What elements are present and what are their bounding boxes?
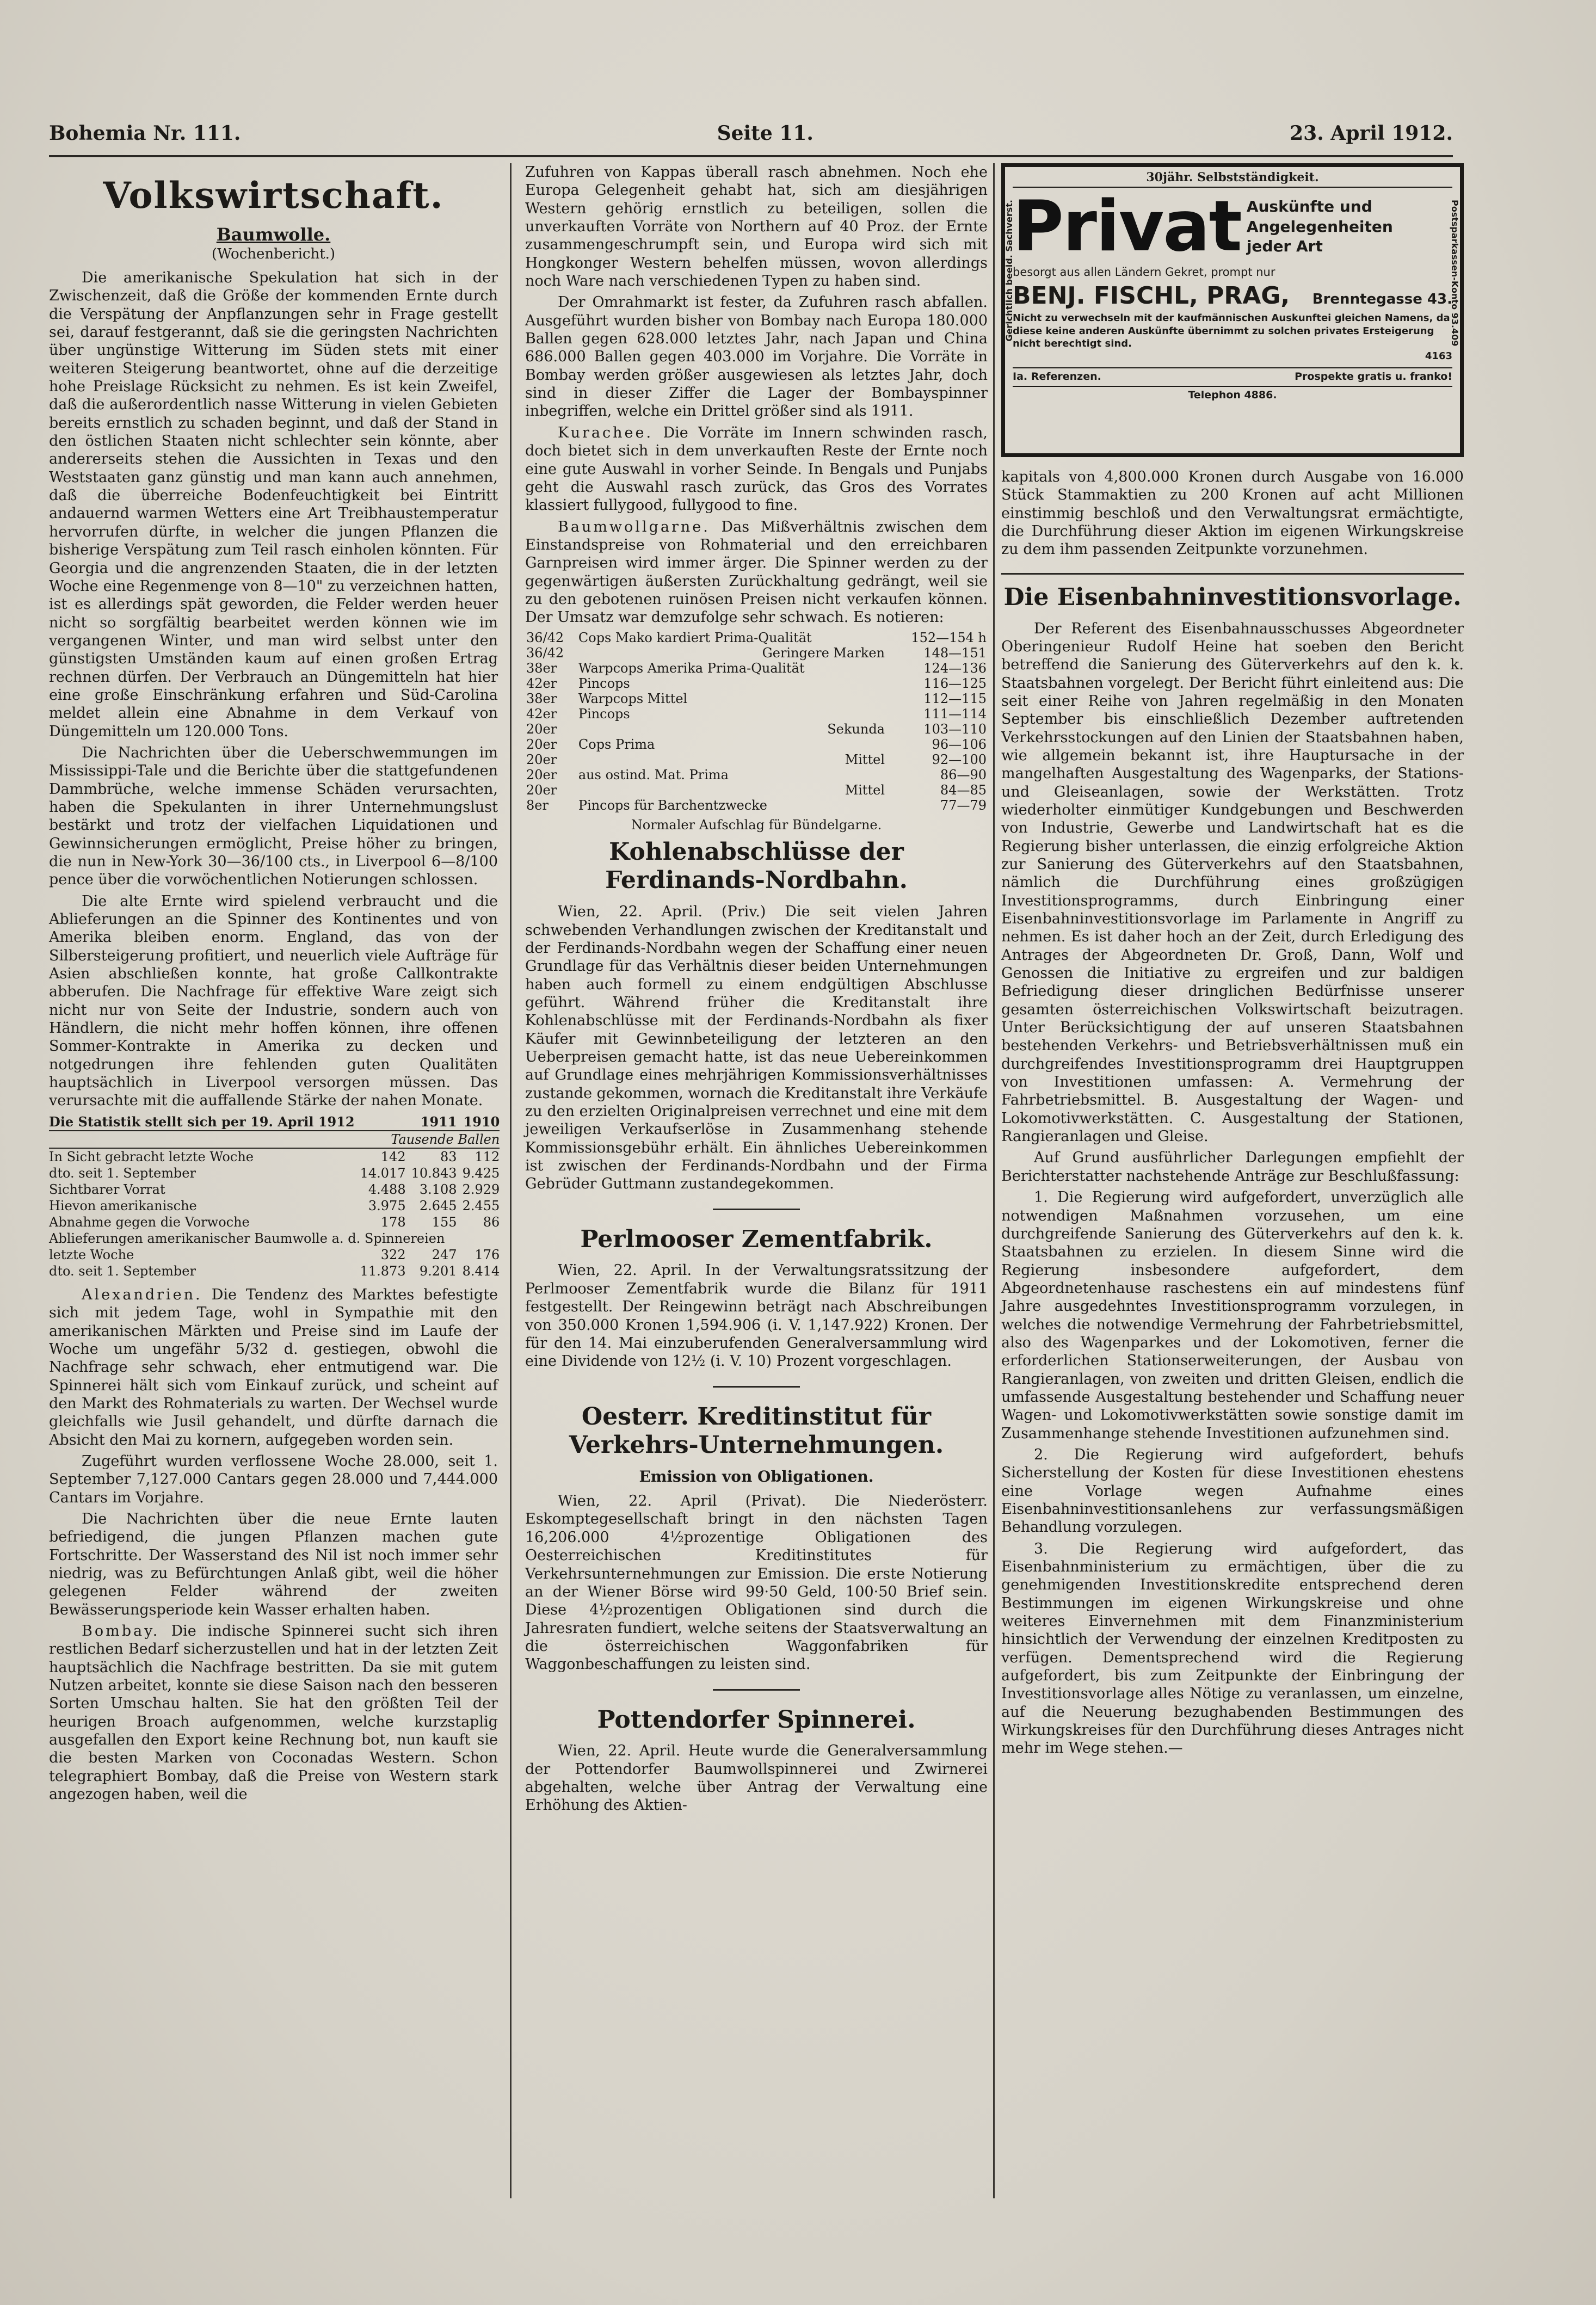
ad-side-text: Gerichtlich beeid. Sachverst. [1004,200,1014,342]
ad-references: Ia. Referenzen. [1013,370,1101,383]
table-cell: 83 [440,1149,457,1164]
table-row [525,782,988,798]
article-title: Pottendorfer Spinnerei. [597,1705,916,1734]
table-cell: 3.975 [368,1198,406,1213]
paragraph: Wien, 22. April (Privat). Die Niederösterr. Eskomptegesellschaft bringt in den nächsten Tagen 16,206.000 4½prozentige Obligationen des Oesterreichischen Kreditinstitutes für Verkehrsunternehmungen zur Emission. Die erste Notierung an der Wiener Börse wird 99·50 Geld, 100·50 Brief sein. Diese 4½prozentigen Obligationen sind durch die Jahresraten fundiert, welche seitens der Staatsverwaltung an die österreichischen Waggonfabriken für Waggonbeschaffungen zu leisten sind. [525,1493,988,1673]
table-cell: 86 [483,1214,500,1230]
paragraph [49,1622,498,1803]
table-cell: 152—154 h [911,630,987,645]
table-cell: 142 [380,1149,406,1164]
table-cell: Pincops [578,706,630,722]
ad-side-text: Postsparkassen-Konto 93.409 [1450,200,1460,347]
table-header-cell [355,1113,406,1131]
table-cell: Warpcops Mittel [578,691,688,706]
table-cell: 111—114 [923,706,987,722]
table-row [525,752,988,767]
table-row [525,706,988,722]
divider [713,1209,800,1210]
table-row [525,798,988,813]
table-cell: 11.873 [360,1263,406,1279]
paragraph: kapitals von 4,800.000 Kronen durch Ausgabe von 16.000 Stück Stammaktien zu 200 Kronen auf acht Millionen einstimmig beschloß und den Verwaltungsrat ermächtigte, die Durchführung dieser Aktion im eigenen Wirkungskreise zu dem ihm passenden Zeitpunkte vorzunehmen. [1001,469,1464,558]
ad-bottom-row [1013,367,1452,383]
table-row [525,630,988,645]
table-cell: Mittel [845,782,885,798]
ad-headline [1013,186,1452,267]
page-header [49,117,1453,150]
header-rule [49,155,1453,157]
table-cell: 124—136 [923,660,987,676]
column-divider [510,163,512,2198]
paragraph [525,424,988,515]
table-cell: Pincops für Barchentzwecke [578,797,767,813]
table-cell: 112—115 [923,691,987,706]
page-number: Seite 11. [717,122,814,145]
paragraph: Zugeführt wurden verflossene Woche 28.000, seit 1. September 7,127.000 Cantars gegen 28.000 und 7,444.000 Cantars im Vorjahre. [49,1452,498,1506]
table-cell: 20er [526,736,557,752]
article-title: Kohlenabschlüsse der Ferdinands-Nordbahn. [605,837,908,895]
table-row [49,1198,500,1214]
ad-firm-name: BENJ. FISCHL, PRAG, [1013,282,1290,310]
issue-date: 23. April 1912. [1290,122,1453,145]
table-cell: 20er [526,767,557,782]
table-header-cell: 1910 [457,1113,500,1131]
table-cell: Pincops [578,675,630,691]
table-cell: 2.645 [419,1198,457,1213]
table-row [49,1181,500,1198]
paragraph: Zufuhren von Kappas überall rasch abnehmen. Noch ehe Europa Gelegenheit gehabt hat, sich am diesjährigen Western gehörig ernstlich zu beteiligen, sollen die unverkauften Vorräte von Northern auf 40 Proz. der Ernte zusammengeschrumpft sein, und Europa wird sich mit Hongkonger Western behelfen müssen, wovon allerdings noch Ware nach verschiedenen Typen zu haben sind. [525,164,988,290]
divider [713,1386,800,1388]
paragraph [525,518,988,627]
table-cell: 8.414 [462,1263,500,1279]
table-cell: 96—106 [932,736,987,752]
paragraph: Die Nachrichten über die Ueberschwemmungen im Mississippi-Tale und die Berichte über die stattgefundenen Dammbrüche, welche immense Schäden verursachten, haben die Spekulanten in ihrer Unternehmungslust bestärkt und trotz der vielfachen Liquidationen und Gewinnsicherungen ermöglicht, Preise höher zu bringen, die nun in New-York 30—36/100 cts., in Liverpool 6—8/100 pence über die vorwöchentlichen Notierungen schlossen. [49,744,498,889]
ad-firm-row [1013,280,1452,312]
table-cell: 86—90 [940,767,987,782]
table-cell: 20er [526,721,557,737]
paragraph: Wien, 22. April. Heute wurde die Generalversammlung der Pottendorfer Baumwollspinnerei und Zwirnerei abgehalten, welche über Antrag der Verwaltung eine Erhöhung des Aktien- [525,1742,988,1814]
yarn-note: Normaler Aufschlag für Bündelgarne. [631,817,882,833]
table-row [49,1247,500,1263]
ad-service-line: jeder Art [1246,237,1323,256]
table-unit-row [49,1131,500,1148]
table-row [525,722,988,737]
article-subtitle: Emission von Obligationen. [639,1468,874,1486]
table-cell: In Sicht gebracht letzte Woche [49,1149,254,1164]
table-row [49,1263,500,1279]
table-row [525,676,988,691]
table-cell: 3.108 [419,1181,457,1197]
table-cell: 176 [475,1247,500,1262]
table-cell: Ablieferungen amerikanischer Baumwolle a. d. Spinnereien [49,1230,445,1246]
article-title: Oesterr. Kreditinstitut für Verkehrs-Unternehmungen. [569,1402,944,1459]
paragraph: Die Nachrichten über die neue Ernte lauten befriedigend, die jungen Pflanzen machen gute Fortschritte. Der Wasserstand des Nil ist noch immer sehr niedrig, was zu Befürchtungen Anlaß gibt, weil die höher gelegenen Felder während der zweiten Bewässerungsperiode kein Wasser erhalten haben. [49,1510,498,1618]
table-cell: Sichtbarer Vorrat [49,1181,165,1197]
table-row [525,661,988,676]
table-row [49,1214,500,1230]
table-cell: 36/42 [526,630,564,645]
table-cell: 92—100 [932,751,987,767]
ad-disclaimer: Nicht zu verwechseln mit der kaufmännischen Auskunftei gleichen Namens, da diese keine anderen Auskünfte übernimmt zu solchen privates Ersteigerung nicht berechtigt sind. [1013,312,1450,350]
divider [713,1689,800,1691]
table-unit: Tausende Ballen [355,1131,500,1148]
advertisement-box [1001,163,1464,457]
table-row [525,645,988,661]
ad-street: Brenntegasse 43. [1312,291,1452,308]
table-cell: Cops Mako kardiert Prima-Qualität [578,630,812,645]
table-cell: dto. seit 1. September [49,1165,196,1181]
table-cell: 20er [526,751,557,767]
table-cell: 38er [526,691,557,706]
table-cell: 10.843 [411,1165,457,1181]
issue-number: Bohemia Nr. 111. [49,122,241,145]
article-subtitle: (Wochenbericht.) [211,246,336,262]
column-1 [49,163,498,2198]
table-cell: 20er [526,782,557,798]
market-name: Kurachee. [558,424,654,441]
cotton-statistics-table [49,1113,500,1279]
table-header-cell: 1911 [406,1113,457,1131]
table-cell: Sekunda [827,721,885,737]
table-cell: Cops Prima [578,736,655,752]
table-cell: 148—151 [923,645,987,661]
ad-services [1241,197,1393,256]
market-name: Baumwollgarne. [558,518,710,535]
paragraph: 2. Die Regierung wird aufgefordert, behufs Sicherstellung der Kosten für diese Investitionen ehestens eine Vorlage wegen Aufnahme eines Eisenbahninvestitionsanlehens zur verfassungsmäßigen Behandlung vorzulegen. [1001,1446,1464,1536]
ad-service-line: Auskünfte und [1246,198,1372,216]
paragraph: Der Referent des Eisenbahnausschusses Abgeordneter Oberingenieur Rudolf Heine hat soeben den Bericht betreffend die Sanierung des Güterverkehrs auf den k. k. Staatsbahnen vorgelegt. Der Bericht führt einleitend aus: Die seit einer Reihe von Jahren regelmäßig in den Monaten September bis einschließlich Dezember auftretenden Verkehrsstockungen auf den Linien der Staatsbahnen haben, wie allgemein bekannt ist, ihre Hauptursache in der mangelhaften Ausgestaltung des Wagenparks, der Stations- und Gleiseanlagen, sowie der Werkstätten. Trotz wiederholter einmütiger Kundgebungen und Beschwerden von Industrie, Gewerbe und Landwirtschaft hat es die Regierung bisher unterlassen, die einzig erfolgreiche Aktion zur Sanierung des Güterverkehrs auf den Staatsbahnen, nämlich die Durchführung eines großzügigen Investitionsprogramms, durch Einbringung einer Eisenbahninvestitionsvorlage im Parlamente in Angriff zu nehmen. Es ist daher hoch an der Zeit, durch Erledigung des Antrages der Abgeordneten Dr. Groß, Dann, Wolf und Genossen die Initiative zu ergreifen und zur baldigen Befriedigung dieser dringlichen Bedürfnisse unserer gesamten österreichischen Volkswirtschaft beizutragen. Unter Berücksichtigung der auf unseren Staatsbahnen bestehenden Verkehrs- und Betriebsverhältnissen muß ein durchgreifendes Investitionsprogramm drei Hauptgruppen von Investitionen umfassen: A. Vermehrung der Fahrbetriebsmittel. B. Ausgestaltung der Wagen- und Lokomotivwerkstätten. C. Ausgestaltung der Stationen, Rangieranlagen und Gleise. [1001,620,1464,1145]
market-name: Alexandrien. [82,1286,202,1303]
table-cell: 9.201 [419,1263,457,1279]
paragraph: 1. Die Regierung wird aufgefordert, unverzüglich alle notwendigen Maßnahmen vorzusehen, um eine durchgreifende Sanierung des Güterverkehrs auf den k. k. Staatsbahnen zu erzielen. In diesem Sinne wird die Regierung insbesondere aufgefordert, dem Abgeordnetenhause raschestens ein auf mindestens fünf Jahre ausgedehntes Investitionsprogramm vorzulegen, in welches die notwendige Vermehrung der Fahrbetriebsmittel, also des Wagenparkes und der Lokomotiven, ferner die erforderlichen Stationserweiterungen, der Ausbau von Rangieranlagen, von zweiten und dritten Gleisen, endlich die umfassende Ausgestaltung bestehender und Schaffung neuer Wagen- und Lokomotivwerkstätten sowie sonstige damit im Zusammenhange stehende Investitionen aufzunehmen sind. [1001,1189,1464,1442]
market-name: Bombay. [82,1623,160,1640]
paragraph-text: Die Tendenz des Marktes befestigte sich mit jedem Tage, wohl in Sympathie mit den amerikanischen Märkten und Preise sind im Laufe der Woche um ungefähr 5/32 d. gestiegen, obwohl die Nachfrage sehr schwach, eher entmutigend war. Die Spinnerei hält sich vom Einkauf zurück, und scheint auf den Markt des Rohmaterials zu warten. Der Wechsel wurde gleichfalls wie Jusil gehandelt, und dürfte darnach die Absicht den Mai zu kornern, aufgegeben worden sein. [49,1286,498,1449]
table-cell: 14.017 [360,1165,406,1181]
table-cell: 178 [380,1214,406,1230]
table-cell: 4.488 [368,1181,406,1197]
article-title: Perlmooser Zementfabrik. [580,1225,933,1253]
table-row [49,1230,500,1247]
table-row [525,691,988,706]
table-cell: Geringere Marken [762,645,885,661]
table-header-cell: Die Statistik stellt sich per 19. April 1912 [49,1113,355,1130]
section-heading: Volkswirtschaft. [103,174,444,217]
paragraph: Der Omrahmarkt ist fester, da Zufuhren rasch abfallen. Ausgeführt wurden bisher von Bombay nach Europa 180.000 Ballen gegen 628.000 letztes Jahr, nach Japan und China 686.000 Ballen gegen 403.000 im Vorjahre. Die Vorräte in Bombay werden größer ausgewiesen als letztes Jahr, doch sind in dieser Ziffer die Lager der Bombayspinner inbegriffen, welche ein Drittel größer sind als 1911. [525,294,988,420]
table-cell: Hievon amerikanische [49,1198,197,1213]
paragraph: Die alte Ernte wird spielend verbraucht und die Ablieferungen an die Spinner des Kontinentes und von Amerika bleiben enorm. England, das von der Silbersteigerung profitiert, und neuerlich viele Aufträge für Asien abschließen konnte, hat große Callkontrakte abberufen. Die Nachfrage für effektive Ware zeigt sich nicht nur von Seite der Industrie, sondern auch von Händlern, die nicht mehr hoffen können, ihre offenen Sommer-Kontrakte in Amerika zu decken und notgedrungen ihre fehlenden guten Qualitäten hauptsächlich in Liverpool versorgen müssen. Das verursachte mit die auffallende Stärke der nahen Monate. [49,892,498,1110]
table-cell: aus ostind. Mat. Prima [578,767,729,782]
article-title-baumwolle: Baumwolle. [216,224,331,245]
table-cell: letzte Woche [49,1247,134,1262]
table-cell: 103—110 [923,721,987,737]
table-cell: 9.425 [462,1165,500,1181]
table-cell: 155 [432,1214,457,1230]
table-cell: 322 [380,1247,406,1262]
paragraph: Auf Grund ausführlicher Darlegungen empfiehlt der Berichterstatter nachstehende Anträge zur Beschlußfassung: [1001,1149,1464,1185]
table-cell: 38er [526,660,557,676]
paragraph: Wien, 22. April. In der Verwaltungsratssitzung der Perlmooser Zementfabrik wurde die Bilanz für 1911 festgestellt. Der Reingewinn beträgt nach Abschreibungen von 350.000 Kronen 1,594.906 (i. V. 1,147.922) Kronen. Der für den 14. Mai einzuberufenden Generalversammlung wird eine Dividende von 12½ (i. V. 10) Prozent vorgeschlagen. [525,1262,988,1370]
table-cell: 36/42 [526,645,564,661]
yarn-price-table [525,630,988,813]
paragraph-text: Das Mißverhältnis zwischen dem Einstandspreise von Rohmaterial und den erreichbaren Garnpreisen wird immer ärger. Die Spinner werden zu der gegenwärtigen äußersten Zurückhaltung gedrängt, weil sie zu den gebotenen ruinösen Preisen nicht verkaufen können. Der Umsatz war demzufolge sehr schwach. Es notieren: [525,518,988,626]
column-3 [1001,163,1464,2198]
table-cell: 42er [526,706,557,722]
table-row [49,1148,500,1165]
paragraph: Die amerikanische Spekulation hat sich in der Zwischenzeit, daß die Größe der kommenden Ernte durch die Verspätung der Anpflanzungen sehr in Frage gestellt sei, darauf festgerannt, daß sie die geringsten Nachrichten über ungünstige Witterung im Süden stets mit einer weiteren Steigerung beantwortet, ohne auf die derzeitige hohe Preislage Rücksicht zu nehmen. Es ist kein Zweifel, daß die außerordentlich nasse Witterung in vielen Gebieten bereits ernstlich zu schaden beginnt, und daß der Stand in den östlichen Staaten nicht schlechter sein könnte, aber andererseits stehen die Aussichten in Texas und den Weststaaten ganz günstig und man kann auch annehmen, daß die überreiche Bodenfeuchtigkeit bei Eintritt andauernd warmen Wetters eine Art Treibhaustemperatur hervorrufen dürfte, in welcher die jungen Pflanzen die bisherige Verspätung zum Teil rasch einholen könnten. Für Georgia und die angrenzenden Staaten, die in der letzten Woche eine Regenmenge von 8—10" zu verzeichnen hatten, ist es allerdings spät geworden, die Felder werden heuer nicht so sorgfältig bearbeitet werden können wie im vergangenen Winter, und man wird selbst unter den günstigsten Umständen kaum auf einen großen Ertrag rechnen dürfen. Der Verbrauch an Düngemitteln hat hier eine große Einschränkung erfahren und Süd-Carolina meldet allein eine Abnahme in dem Verkauf von Düngemitteln um 120.000 Tons. [49,269,498,740]
ad-text-line: besorgt aus allen Ländern Gekret, prompt nur [1013,266,1275,279]
article-title: Die Eisenbahninvestitionsvorlage. [1003,583,1462,611]
table-cell: Warpcops Amerika Prima-Qualität [578,660,805,676]
table-cell: 8er [526,797,549,813]
paragraph-text: Die Vorräte im Innern schwinden rasch, doch bietet sich in dem unverkauften Reste der Ernte noch eine gute Auswahl in vorher Seinde. In Bengals und Punjabs geht die Auswahl rasch zurück, das Gros des Vorrates klassiert fullygood, fullygood to fine. [525,424,988,514]
table-cell: dto. seit 1. September [49,1263,196,1279]
paragraph: Wien, 22. April. (Priv.) Die seit vielen Jahren schwebenden Verhandlungen zwischen der Kreditanstalt und der Ferdinands-Nordbahn wegen der Schaffung einer neuen Grundlage für das Verhältnis dieser beiden Unternehmungen haben auch formell zu einem endgültigen Abschlusse geführt. Während früher die Kreditanstalt ihre Kohlenabschlüsse mit der Ferdinands-Nordbahn als fixer Käufer mit Gewinnbeteiligung der letzteren an den Ueberpreisen gemacht hatte, ist das neue Uebereinkommen auf Grundlage eines mehrjährigen Kommissionsverhältnisses zustande gekommen, wornach die Kreditanstalt ihre Verkäufe zu den erzielten Originalpreisen verrechnet und eine mit dem jeweiligen Verkaufserlöse in Zusammenhang stehende Kommissionsgebühr erhält. Ein ähnliches Uebereinkommen ist zwischen der Ferdinands-Nordbahn und der Firma Gebrüder Guttmann zustandegekommen. [525,903,988,1193]
table-cell: 84—85 [940,782,987,798]
ad-telephone: Telephon 4886. [1013,386,1452,401]
table-cell: 77—79 [940,797,987,813]
paragraph: 3. Die Regierung wird aufgefordert, das Eisenbahnministerium zu ermächtigen, über die zu genehmigenden Investitionskredite entsprechend deren Bestimmungen im eigenen Wirkungskreise und ohne weiteres Einvernehmen mit dem Finanzministerium hinsichtlich der Verwendung der einzelnen Kreditposten zu verfügen. Dementsprechend wird die Regierung aufgefordert, bis zum Zeitpunkte der Einbringung der Investitionsvorlage alles Nötige zu veranlassen, um einzelne, auf die Neuerung bezughabenden Bestimmungen des Wirkungskreises für den Durchführung dieses Antrages nicht mehr im Wege stehen.— [1001,1540,1464,1757]
ad-top-line: 30jähr. Selbstständigkeit. [1013,170,1452,188]
table-cell: Mittel [845,751,885,767]
table-header-row [49,1113,500,1131]
table-cell: 42er [526,675,557,691]
paragraph [49,1286,498,1449]
table-row [525,767,988,782]
divider [1001,573,1464,575]
table-cell: 2.455 [462,1198,500,1213]
column-2 [525,163,988,2198]
ad-service-line: Angelegenheiten [1246,217,1393,236]
table-cell: Abnahme gegen die Vorwoche [49,1214,250,1230]
ad-prospectus: Prospekte gratis u. franko! [1295,370,1452,383]
ad-big-word: Privat [1013,186,1241,267]
column-divider [993,163,995,2198]
table-row [525,737,988,752]
table-cell: 116—125 [923,675,987,691]
table-cell: 112 [475,1149,500,1164]
table-cell: 247 [432,1247,457,1262]
paragraph-text: Die indische Spinnerei sucht sich ihren restlichen Bedarf sicherzustellen und hat in der letzten Zeit hauptsächlich die Nachfrage bestritten. Da sie mit gutem Nutzen arbeitet, konnte sie diese Saison nach den besseren Sorten Umschau halten. Sie hat den größten Teil der heurigen Broach aufgenommen, welche kurzstaplig ausgefallen den Export keine Rechnung bot, nun kauft sie die besten Marken von Coconadas Western. Schon telegraphiert Bombay, daß die Preise von Western stark angezogen haben, weil die [49,1623,498,1803]
table-row [49,1165,500,1181]
table-cell: 2.929 [462,1181,500,1197]
ad-number: 4163 [1425,350,1452,362]
